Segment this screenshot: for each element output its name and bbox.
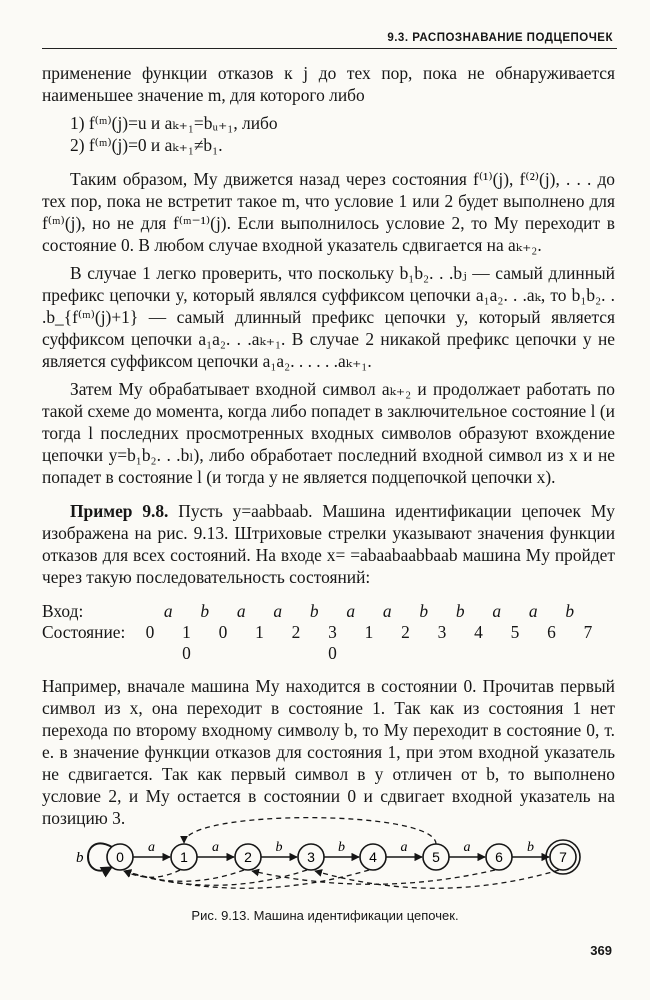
input-symbol: a: [273, 601, 283, 621]
input-symbol: a: [163, 601, 173, 621]
state-value: 1: [255, 622, 264, 642]
paragraph-5: Например, вначале машина My находится в состоянии 0. Прочитав первый символ из x, она переходит в состояние 1. Так как из состояния 1 нет перехода по второму входному символу b, то My переходит в состояние 0, т. е. в значение функции отказов для состояния 1, при этом входной указатель не сдвигается. Так как первый символ в y отличен от b, то выполнено условие 2, и My остается в состоянии 0 и сдвигает входной указатель на позицию 3.: [42, 676, 615, 828]
header-title: 9.3. РАСПОЗНАВАНИЕ ПОДЦЕПОЧЕК: [387, 32, 613, 44]
failure-arrow: [315, 870, 559, 888]
transition-label: a: [400, 840, 408, 855]
state-value: 7: [583, 622, 593, 642]
self-loop-label: b: [76, 850, 84, 866]
page-body: [42, 62, 615, 829]
state-value-secondary: 0: [182, 643, 191, 663]
state-node-label: 3: [307, 849, 315, 865]
running-header: [42, 30, 617, 49]
failure-arrow: [124, 870, 369, 888]
automaton-diagram: [60, 800, 600, 920]
transition-label: a: [148, 840, 155, 855]
transition-label: b: [338, 840, 345, 855]
transition-label: b: [527, 840, 534, 855]
input-symbol: a: [382, 601, 392, 621]
state-value: 2: [291, 622, 301, 642]
input-symbol: b: [455, 601, 465, 621]
state-node-label: 0: [116, 849, 124, 865]
input-row: [42, 600, 615, 621]
state-value: 3: [328, 622, 337, 642]
transition-label: a: [463, 840, 471, 855]
state-value: 1: [182, 622, 191, 642]
transition-label: b: [275, 840, 283, 855]
paragraph-4: Затем My обрабатывает входной символ aₖ₊₂ и продолжает работать по такой схеме до момента, когда либо попадет в заключительное состояние l (и тогда l последних просмотренных входных символов образуют вхождение цепочки y=b₁b₂. . .bₗ), либо обработает последний входной символ из x и не попадет в состояние l (и тогда y не является подцепочкой цепочки x).: [42, 379, 615, 487]
input-symbol: b: [309, 601, 319, 621]
failure-arrow: [124, 870, 180, 877]
input-symbol: b: [565, 601, 575, 621]
input-symbol: a: [346, 601, 356, 621]
example-label: Пример 9.8.: [70, 501, 169, 521]
state-node-label: 4: [369, 849, 377, 865]
paragraph-2: Таким образом, My движется назад через состояния f⁽¹⁾(j), f⁽²⁾(j), . . . до тех пор, пока не встретит такое m, что условие 1 или 2 будет выполнено для f⁽ᵐ⁾(j), но не для f⁽ᵐ⁻¹⁾(j). Если выполнилось условие 2, то My переходит в состояние 0. В любом случае входной указатель сдвигается на aₖ₊₂.: [42, 169, 615, 255]
example-paragraph: [42, 500, 615, 588]
state-value-secondary: 0: [328, 643, 337, 663]
state-node-label: 5: [432, 849, 440, 865]
state-row-secondary: [42, 642, 615, 663]
example-text: Пусть y=aabbaab. Машина идентификации цепочек My изображена на рис. 9.13. Штриховые стрелки указывают значения функции отказов для всех состояний. На входе x= =abaabaabbaab машина My пройдет через такую последовательность состояний:: [42, 501, 615, 587]
state-value: 5: [510, 622, 520, 642]
state-value: 3: [437, 622, 447, 642]
input-symbol: b: [419, 601, 429, 621]
input-symbol: a: [492, 601, 502, 621]
state-node-label: 1: [180, 849, 188, 865]
failure-arrow: [252, 870, 495, 884]
condition-2: 2) f⁽ᵐ⁾(j)=0 и aₖ₊₁≠b₁.: [70, 135, 223, 155]
state-value: 0: [145, 622, 155, 642]
state-row: [42, 621, 615, 642]
state-value: 2: [401, 622, 410, 642]
state-value: 4: [474, 622, 483, 642]
state-label: Состояние:: [42, 622, 126, 642]
paragraph-1: применение функции отказов к j до тех пор, пока не обнаруживается наименьшее значение m, для которого либо: [42, 63, 615, 105]
failure-arrow: [184, 818, 436, 844]
state-node-label: 7: [559, 849, 567, 865]
state-value: 0: [218, 622, 228, 642]
transition-label: a: [212, 840, 219, 855]
page-number: 369: [590, 943, 612, 958]
input-symbol: b: [200, 601, 210, 621]
state-node-label: 6: [495, 849, 503, 865]
input-symbol: a: [236, 601, 246, 621]
input-label: Вход:: [42, 601, 84, 621]
state-value: 6: [547, 622, 556, 642]
state-value: 1: [364, 622, 374, 642]
state-sequence-table: [42, 600, 615, 663]
state-node-label: 2: [244, 849, 252, 865]
input-symbol: a: [528, 601, 538, 621]
figure-caption: Рис. 9.13. Машина идентификации цепочек.: [191, 908, 459, 923]
condition-1: 1) f⁽ᵐ⁾(j)=u и aₖ₊₁=bᵤ₊₁, либо: [70, 113, 278, 133]
paragraph-3: В случае 1 легко проверить, что поскольку b₁b₂. . .bⱼ — самый длинный префикс цепочки y, который являлся суффиксом цепочки a₁a₂. . .aₖ, то b₁b₂. . .b_{f⁽ᵐ⁾(j)+1} — самый длинный префикс цепочки y, который является суффиксом цепочки a₁a₂. . .aₖ₊₁. В случае 2 никакой префикс цепочки y не является суффиксом цепочки a₁a₂. . . . . .aₖ₊₁.: [42, 263, 615, 371]
